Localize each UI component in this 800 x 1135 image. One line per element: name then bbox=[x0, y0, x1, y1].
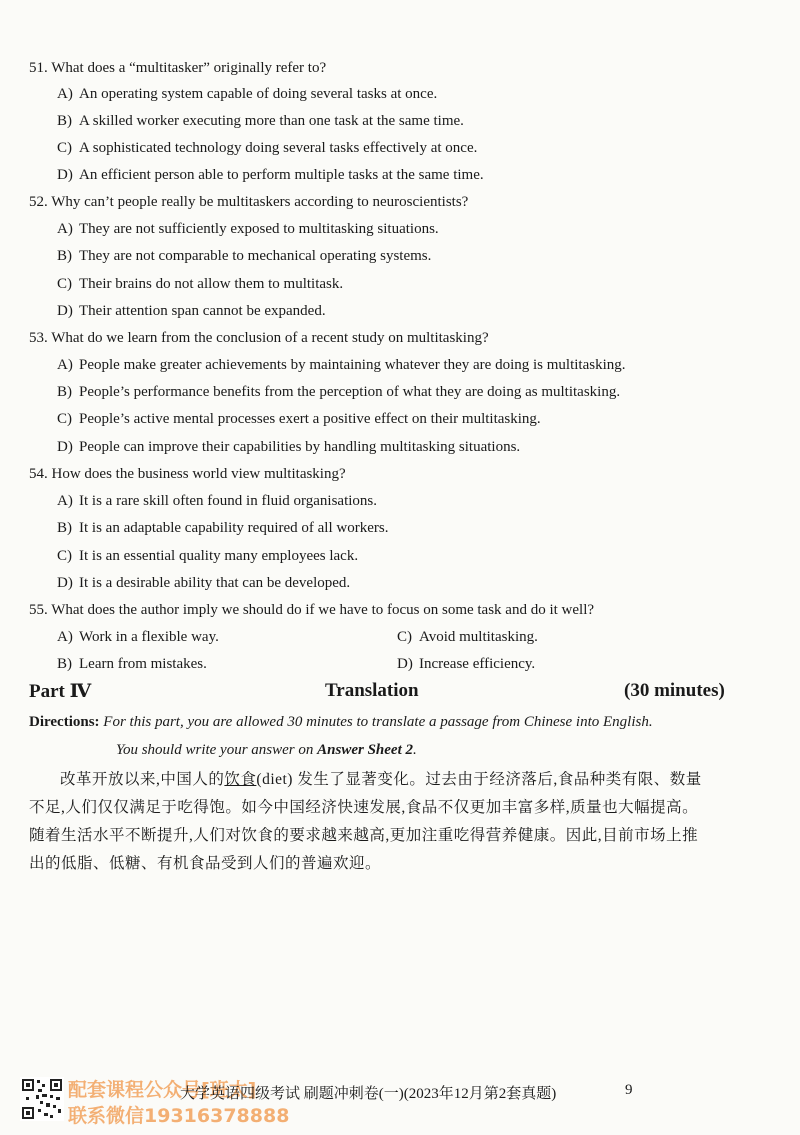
question-52-option-b[interactable]: B) They are not comparable to mechanical operating systems. bbox=[57, 248, 432, 264]
directions-line1: For this part, you are allowed 30 minutes to translate a passage from Chinese into English. bbox=[103, 714, 653, 730]
question-53-option-c[interactable]: C) People’s active mental processes exert a positive effect on their multitasking. bbox=[57, 411, 541, 427]
question-51-option-a[interactable]: A) An operating system capable of doing several tasks at once. bbox=[57, 86, 438, 102]
question-54-option-c[interactable]: C) It is an essential quality many employees lack. bbox=[57, 548, 359, 564]
question-51-stem: 51. What does a “multitasker” originally refer to? bbox=[29, 60, 327, 76]
watermark-line-1: 配套课程公众号[班太] bbox=[68, 1079, 257, 1101]
question-55-option-c[interactable]: C) Avoid multitasking. bbox=[397, 629, 538, 645]
underlined-term: 饮食 bbox=[224, 771, 257, 788]
question-52-option-c[interactable]: C) Their brains do not allow them to multitask. bbox=[57, 276, 344, 292]
question-54-option-a[interactable]: A) It is a rare skill often found in fluid organisations. bbox=[57, 493, 378, 509]
question-55-option-a[interactable]: A) Work in a flexible way. bbox=[57, 629, 219, 645]
passage-line-4: 出的低脂、低糖、有机食品受到人们的普遍欢迎。 bbox=[29, 855, 382, 872]
question-55-option-b[interactable]: B) Learn from mistakes. bbox=[57, 656, 207, 672]
question-53-option-b[interactable]: B) People’s performance benefits from the perception of what they are doing as multitasking. bbox=[57, 384, 621, 400]
question-53-option-d[interactable]: D) People can improve their capabilities by handling multitasking situations. bbox=[57, 439, 521, 455]
passage-line-2: 不足,人们仅仅满足于吃得饱。如今中国经济快速发展,食品不仅更加丰富多样,质量也大幅提高。 bbox=[29, 799, 699, 816]
part-label: Part Ⅳ bbox=[29, 681, 92, 702]
question-54-option-b[interactable]: B) It is an adaptable capability required of all workers. bbox=[57, 520, 389, 536]
question-54-stem: 54. How does the business world view multitasking? bbox=[29, 466, 346, 482]
part-time: (30 minutes) bbox=[624, 680, 725, 701]
question-53-stem: 53. What do we learn from the conclusion of a recent study on multitasking? bbox=[29, 330, 489, 346]
question-55-stem: 55. What does the author imply we should do if we have to focus on some task and do it well? bbox=[29, 602, 595, 618]
footer-title: 大学英语四级考试 刷题冲刺卷(一)(2023年12月第2套真题) bbox=[180, 1086, 557, 1102]
question-54-option-d[interactable]: D) It is a desirable ability that can be developed. bbox=[57, 575, 351, 591]
question-51-option-d[interactable]: D) An efficient person able to perform multiple tasks at the same time. bbox=[57, 167, 484, 183]
passage-line-3: 随着生活水平不断提升,人们对饮食的要求越来越高,更加注重吃得营养健康。因此,目前市场上推 bbox=[29, 827, 699, 844]
qr-code-icon bbox=[20, 1077, 64, 1121]
question-51-option-c[interactable]: C) A sophisticated technology doing several tasks effectively at once. bbox=[57, 140, 478, 156]
watermark-line-2: 联系微信19316378888 bbox=[68, 1105, 290, 1127]
directions-label: Directions: bbox=[29, 714, 100, 730]
question-55-option-d[interactable]: D) Increase efficiency. bbox=[397, 656, 536, 672]
part-title: Translation bbox=[325, 680, 419, 701]
question-51-option-b[interactable]: B) A skilled worker executing more than one task at the same time. bbox=[57, 113, 464, 129]
question-53-option-a[interactable]: A) People make greater achievements by maintaining whatever they are doing is multitasking. bbox=[57, 357, 626, 373]
page-number: 9 bbox=[625, 1082, 633, 1098]
directions bbox=[29, 714, 653, 731]
answer-sheet-ref: Answer Sheet 2 bbox=[317, 742, 413, 758]
question-52-stem: 52. Why can’t people really be multitaskers according to neuroscientists? bbox=[29, 194, 469, 210]
question-52-option-d[interactable]: D) Their attention span cannot be expanded. bbox=[57, 303, 326, 319]
question-52-option-a[interactable]: A) They are not sufficiently exposed to multitasking situations. bbox=[57, 221, 439, 237]
passage-line-1: 改革开放以来,中国人的饮食(diet) 发生了显著变化。过去由于经济落后,食品种类有限、数量 bbox=[60, 771, 702, 788]
directions-line2: You should write your answer on Answer Sheet 2. bbox=[116, 742, 417, 758]
